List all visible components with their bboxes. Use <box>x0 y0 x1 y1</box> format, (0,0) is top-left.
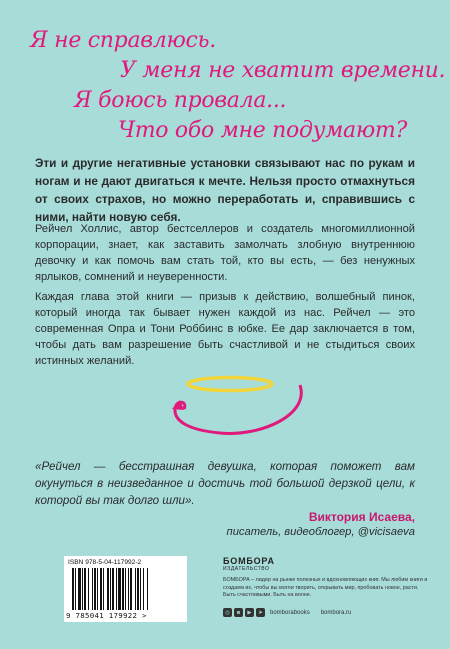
script-line-1: Я не справлюсь. <box>30 28 216 53</box>
barcode-stripe <box>84 568 86 610</box>
barcode-stripe <box>75 568 76 610</box>
barcode <box>64 556 187 622</box>
barcode-stripe <box>147 568 148 610</box>
script-line-4: Что обо мне подумают? <box>118 118 407 143</box>
barcode-number: 9 785041 179922 > <box>66 611 147 620</box>
barcode-stripe <box>88 568 89 610</box>
barcode-bars <box>72 568 180 610</box>
barcode-stripe <box>118 568 121 610</box>
publisher-subtitle: ИЗДАТЕЛЬСТВО <box>223 566 270 572</box>
barcode-stripe <box>135 568 136 610</box>
barcode-stripe <box>82 568 83 610</box>
barcode-stripe <box>78 568 81 610</box>
social-links <box>223 608 357 617</box>
barcode-stripe <box>97 568 98 610</box>
barcode-stripe <box>130 568 132 610</box>
barcode-stripe <box>100 568 102 610</box>
barcode-stripe <box>128 568 129 610</box>
telegram-icon[interactable]: ➤ <box>256 608 265 617</box>
publisher-description: БОМБОРА – лидер на рынке полезных и вдохновляющих книг. Мы любим книги и создаем их, чтобы вы могли творить, открывать мир, пробовать новое, расти. Быть счастливыми. Быть на волне. <box>223 577 428 598</box>
halo-devil-tail-illustration <box>150 375 310 445</box>
vk-icon[interactable]: в <box>234 608 243 617</box>
barcode-stripe <box>137 568 139 610</box>
barcode-stripe <box>122 568 124 610</box>
body-paragraph-1: Рейчел Холлис, автор бестселлеров и создатель многомиллионной корпорации, знает, как заставить замолчать злобную внутреннюю девочку и как помочь вам стать той, кто вы есть, — без ненужных ярлыков, сомнений и неуверенности. <box>35 223 415 283</box>
barcode-stripe <box>103 568 104 610</box>
quote-author-role: писатель, видеоблогер, @vicisaeva <box>226 526 415 538</box>
website-link[interactable]: bombora.ru <box>320 609 352 616</box>
isbn: ISBN 978-5-04-117992-2 <box>68 559 142 566</box>
barcode-stripe <box>112 568 114 610</box>
publisher-logo: БОМБОРА <box>223 556 275 566</box>
social-handle[interactable]: bomborabooks <box>270 609 310 616</box>
barcode-stripe <box>125 568 126 610</box>
barcode-stripe <box>72 568 74 610</box>
lead-paragraph: Эти и другие негативные установки связывают нас по рукам и ногам и не дают двигаться к мечте. Нельзя просто отмахнуться от своих страхов, но можно переработать и, справившись с ними, найти новую себя. <box>35 156 415 224</box>
barcode-stripe <box>94 568 96 610</box>
youtube-icon[interactable]: ▶ <box>245 608 254 617</box>
barcode-stripe <box>110 568 111 610</box>
quote-author: Виктория Исаева, <box>308 510 415 524</box>
barcode-stripe <box>143 568 144 610</box>
script-line-2: У меня не хватит времени. <box>120 58 446 83</box>
barcode-stripe <box>140 568 141 610</box>
instagram-icon[interactable]: ◎ <box>223 608 232 617</box>
barcode-stripe <box>107 568 109 610</box>
script-line-3: Я боюсь провала... <box>74 88 287 113</box>
review-quote: «Рейчел — бесстрашная девушка, которая поможет вам окунуться в неизведанное и достичь той большой дерзкой цели, к которой вы так долго шли». <box>35 460 415 507</box>
body-paragraph-2: Каждая глава этой книги — призыв к действию, волшебный пинок, который иногда так бывает нужен каждой из нас. Рейчел — это современная Опра и Тони Роббинс в юбке. Ее дар заключается в том, чтобы дать вам разрешение быть счастливой и не стыдиться своих истинных желаний. <box>35 291 415 367</box>
barcode-stripe <box>116 568 117 610</box>
barcode-stripe <box>92 568 93 610</box>
